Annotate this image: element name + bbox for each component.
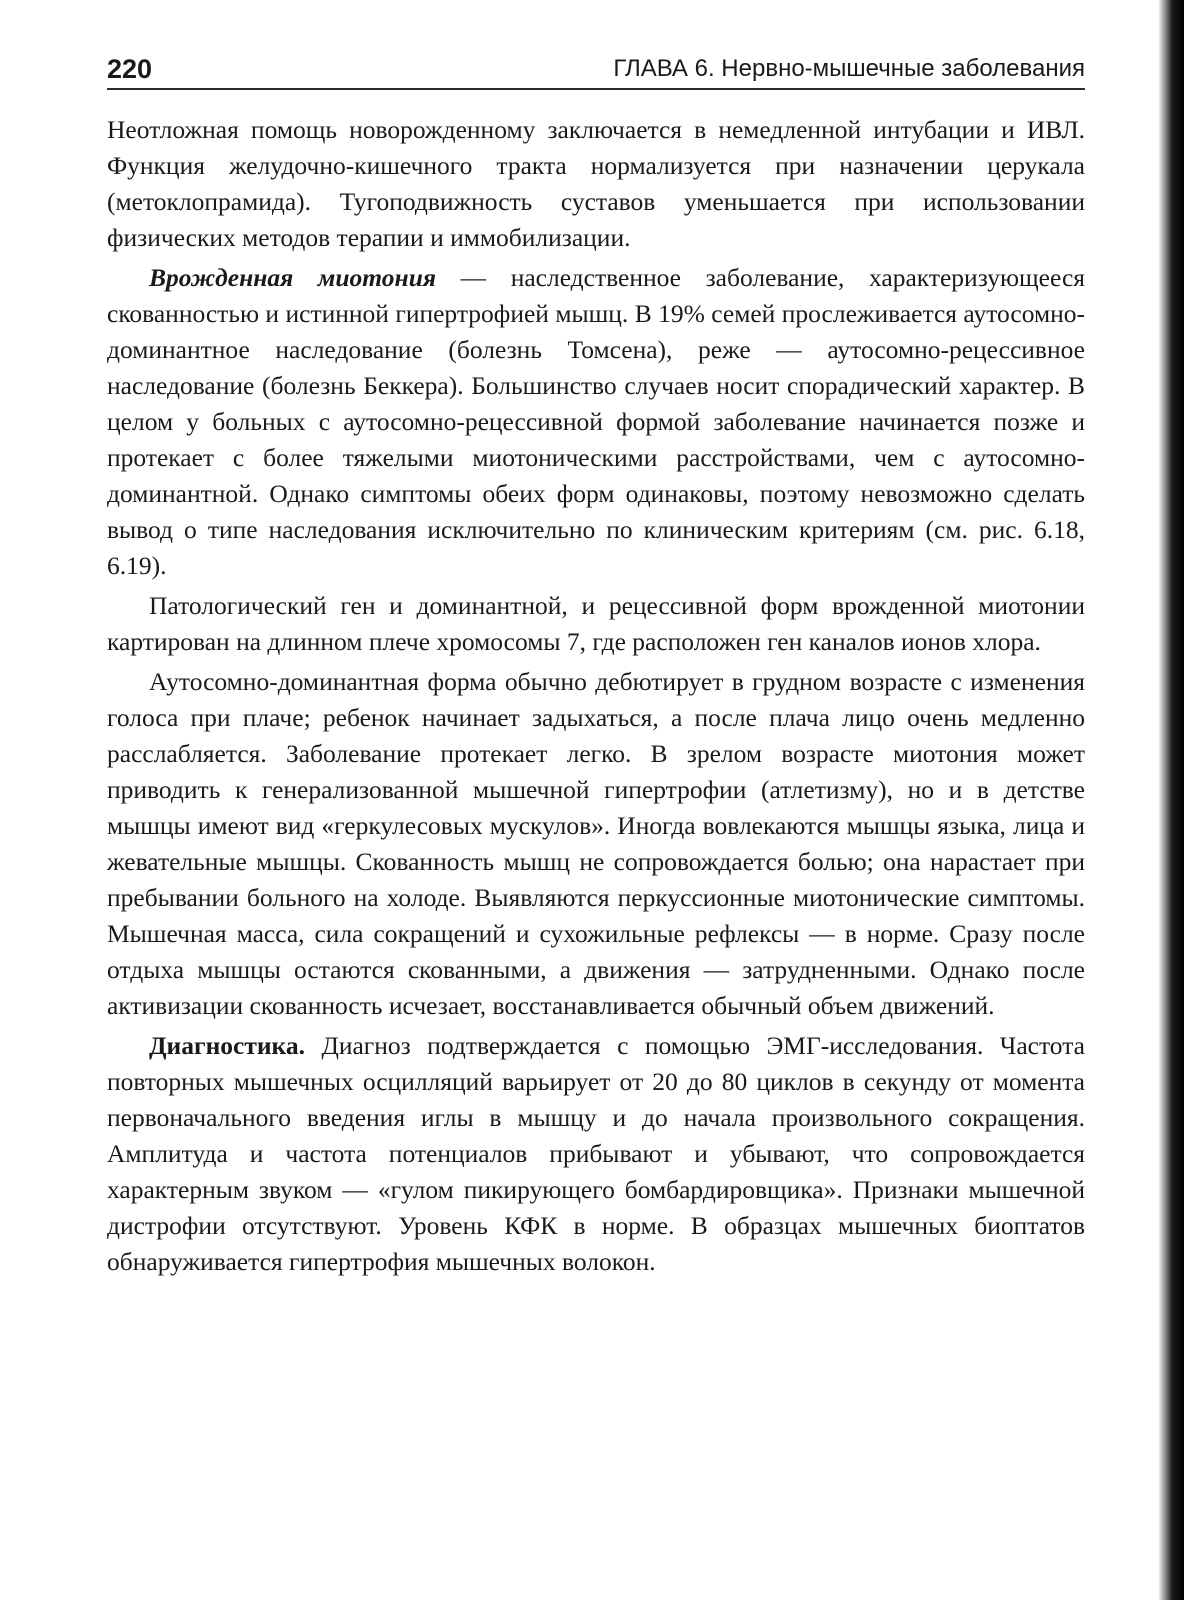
term-congenital-myotonia: Врожденная миотония [149,263,437,292]
running-head: ГЛАВА 6. Нервно-мышечные заболевания [613,55,1085,82]
scan-edge-shadow [1158,0,1184,1600]
paragraph-text: Диагноз подтверждается с помощью ЭМГ-исследования. Частота повторных мышечных осцилляций варьирует от 20 до 80 циклов в секунду от момента первоначального введения иглы в мышцу и до начала произвольного сокращения. Амплитуда и частота потенциалов прибывают и убывают, что сопровождается характерным звуком — «гулом пикирующего бомбардировщика». Признаки мышечной дистрофии отсутствуют. Уровень КФК в норме. В образцах мышечных биоптатов обнаруживается гипертрофия мышечных волокон. [107,1031,1085,1276]
paragraph-gene-mapping [107,588,1085,660]
paragraph-emergency-care [107,112,1085,256]
paragraph-dominant-form [107,664,1085,1024]
paragraph-diagnostics [107,1028,1085,1280]
page-number: 220 [107,54,153,84]
paragraph-text: Аутосомно-доминантная форма обычно дебютирует в грудном возрасте с изменения голоса при плаче; ребенок начинает задыхаться, а после плача лицо очень медленно расслабляется. Заболевание протекает легко. В зрелом возрасте миотония может приводить к генерализованной мышечной гипертрофии (атлетизму), но и в детстве мышцы имеют вид «геркулесовых мускулов». Иногда вовлекаются мышцы языка, лица и жевательные мышцы. Скованность мышц не сопровождается болью; она нарастает при пребывании больного на холоде. Выявляются перкуссионные миотонические симптомы. Мышечная масса, сила сокращений и сухожильные рефлексы — в норме. Сразу после отдыха мышцы остаются скованными, а движения — затрудненными. Однако после активизации скованность исчезает, восстанавливается обычный объем движений. [107,667,1085,1020]
paragraph-text: Неотложная помощь новорожденному заключается в немедленной интубации и ИВЛ. Функция желудочно-кишечного тракта нормализуется при назначении церукала (метоклопрамида). Тугоподвижность суставов уменьшается при использовании физических методов терапии и иммобилизации. [107,115,1085,252]
header-rule [107,88,1085,90]
page-header [107,52,1085,92]
paragraph-text: — наследственное заболевание, характеризующееся скованностью и истинной гипертрофией мышц. В 19% семей прослеживается аутосомно-доминантное наследование (болезнь Томсена), реже — аутосомно-рецессивное наследование (болезнь Беккера). Большинство случаев носит спорадический характер. В целом у больных с аутосомно-рецессивной формой заболевание начинается позже и протекает с более тяжелыми миотоническими расстройствами, чем с аутосомно-доминантной. Однако симптомы обеих форм одинаковы, поэтому невозможно сделать вывод о типе наследования исключительно по клиническим критериям (см. рис. 6.18, 6.19). [107,263,1085,580]
paragraph-text: Патологический ген и доминантной, и рецессивной форм врожденной миотонии картирован на длинном плече хромосомы 7, где расположен ген каналов ионов хлора. [107,591,1085,656]
heading-diagnostics: Диагностика. [149,1031,305,1060]
body-text [107,112,1085,1280]
paragraph-congenital-myotonia [107,260,1085,584]
